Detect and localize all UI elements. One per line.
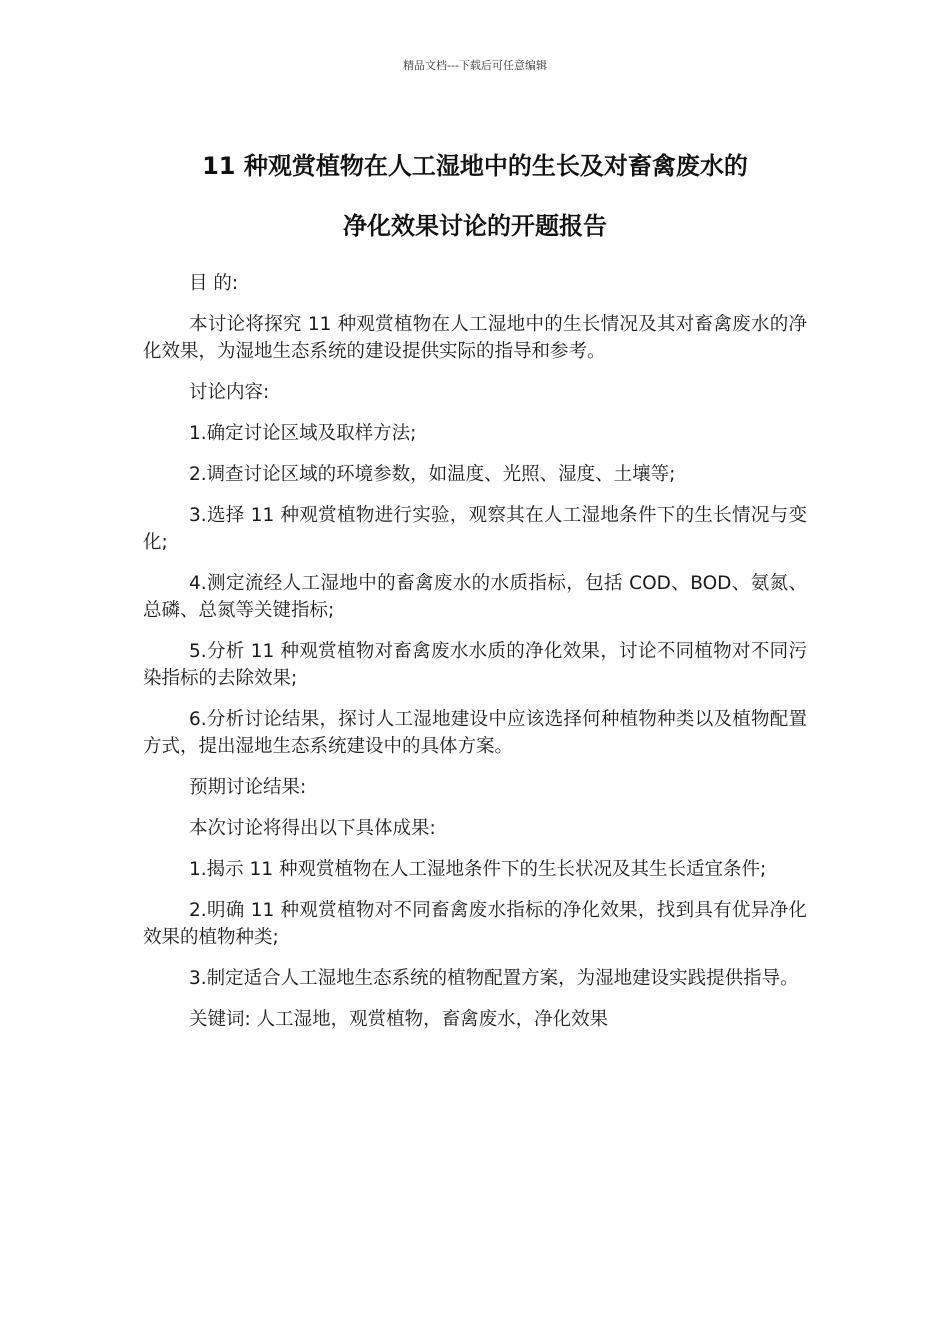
results-intro: 本次讨论将得出以下具体成果: <box>189 818 436 839</box>
content-item-3: 3.选择 11 种观赏植物进行实验，观察其在人工湿地条件下的生长情况与变化; <box>143 505 807 553</box>
title-line-2: 净化效果讨论的开题报告 <box>343 212 607 240</box>
content-item-2: 2.调查讨论区域的环境参数，如温度、光照、湿度、土壤等; <box>189 464 676 485</box>
document-body <box>143 270 807 1047</box>
document-title <box>140 136 810 256</box>
content-item-6: 6.分析讨论结果，探讨人工湿地建设中应该选择何种植物种类以及植物配置方式，提出湿地生态系统建设中的具体方案。 <box>143 709 807 757</box>
section-heading-expected-results: 预期讨论结果: <box>189 777 307 798</box>
keywords: 关键词: 人工湿地，观赏植物，畜禽废水，净化效果 <box>189 1009 609 1030</box>
purpose-paragraph: 本讨论将探究 11 种观赏植物在人工湿地中的生长情况及其对畜禽废水的净化效果，为湿地生态系统的建设提供实际的指导和参考。 <box>143 314 807 362</box>
content-item-4: 4.测定流经人工湿地中的畜禽废水的水质指标，包括 COD、BOD、氨氮、总磷、总氮等关键指标; <box>143 573 807 621</box>
result-item-2: 2.明确 11 种观赏植物对不同畜禽废水指标的净化效果，找到具有优异净化效果的植物种类; <box>143 900 807 948</box>
page-header-note: 精品文档---下载后可任意编辑 <box>403 59 547 72</box>
section-heading-content: 讨论内容: <box>189 382 270 403</box>
content-item-1: 1.确定讨论区域及取样方法; <box>189 423 417 444</box>
title-line-1: 11 种观赏植物在人工湿地中的生长及对畜禽废水的 <box>202 152 748 180</box>
section-heading-purpose: 目 的: <box>189 273 239 294</box>
result-item-1: 1.揭示 11 种观赏植物在人工湿地条件下的生长状况及其生长适宜条件; <box>189 859 767 880</box>
result-item-3: 3.制定适合人工湿地生态系统的植物配置方案，为湿地建设实践提供指导。 <box>189 968 799 989</box>
content-item-5: 5.分析 11 种观赏植物对畜禽废水水质的净化效果，讨论不同植物对不同污染指标的去除效果; <box>143 641 807 689</box>
